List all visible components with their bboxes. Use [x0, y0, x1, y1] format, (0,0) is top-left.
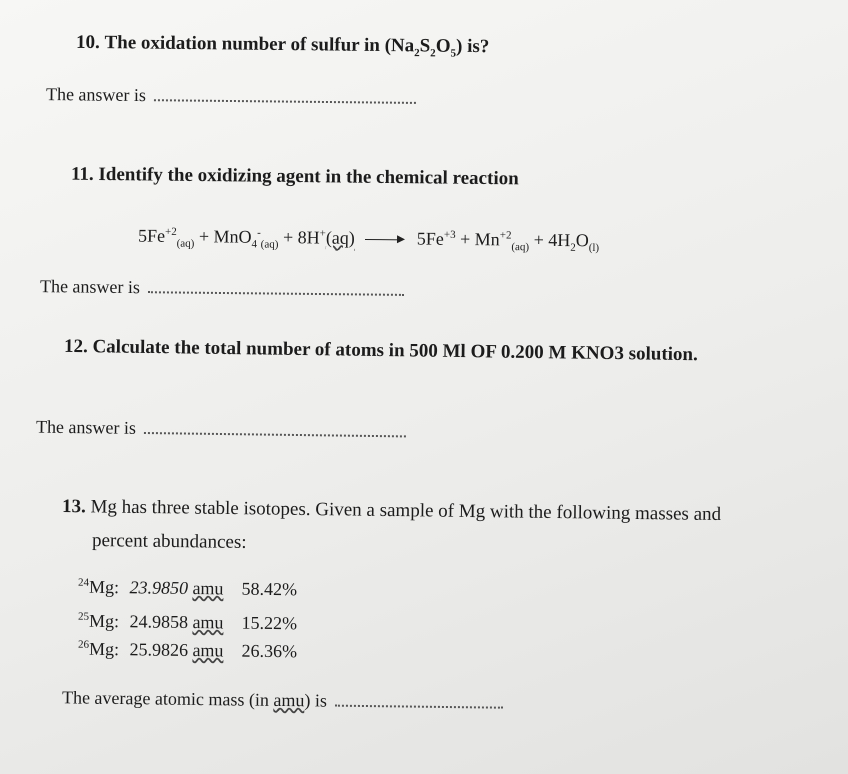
question-number: 11. [70, 163, 94, 185]
answer-line-10[interactable] [46, 84, 416, 109]
question-text-bold: oxidizing agent [197, 164, 321, 188]
question-text-line1: Mg has three stable isotopes. Given a sample of Mg with the following masses and [90, 496, 722, 526]
question-13-line2: percent abundances: [91, 530, 247, 553]
isotope-row-26: $^{26}$Mg: 25.9826 amu 26.36% [77, 638, 298, 662]
question-text: Calculate the total number of atoms in 500 Ml OF 0.200 M KNO3 solution. [92, 336, 698, 366]
reaction-arrow-icon [365, 239, 403, 240]
answer-line-12[interactable] [36, 417, 406, 443]
answer-blank[interactable] [148, 291, 404, 296]
answer-label: The answer is [35, 416, 137, 438]
question-12 [64, 336, 698, 366]
question-10 [76, 32, 490, 60]
answer-label: The answer is [39, 276, 141, 298]
question-number: 10. [75, 31, 100, 54]
question-number: 12. [63, 335, 88, 358]
answer-label-pre: The average atomic mass (in [61, 687, 274, 710]
question-text-post: in the chemical reaction [320, 166, 519, 190]
question-text-pre: Identify the [98, 163, 198, 186]
question-number: 13. [61, 495, 86, 518]
answer-unit: amu [273, 689, 305, 711]
question-13 [62, 496, 721, 526]
isotope-row-25: $^{25}$Mg: 24.9858 amu 15.22% [77, 610, 298, 634]
question-11 [71, 164, 519, 191]
answer-line-13[interactable] [62, 687, 503, 713]
answer-blank[interactable] [335, 705, 503, 709]
answer-label-post: ) is [304, 690, 328, 711]
chemical-equation: $5Fe^{+2}_{(aq)} + MnO_4^-_{(aq)} + 8H^+(aq) 5Fe^{+3} + Mn^{+2}_{(aq)} + 4H_2O_{(l)}$ [137, 225, 600, 255]
answer-line-11[interactable] [40, 276, 404, 301]
answer-blank[interactable] [144, 432, 406, 437]
answer-blank[interactable] [154, 99, 416, 104]
question-text: The oxidation number of sulfur in $(Na_2S_2O_5)$ is? [104, 32, 490, 60]
isotope-row-24: $^{24}$Mg: 23.9850 amu 58.42% [77, 576, 298, 600]
answer-label: The answer is [45, 84, 147, 106]
